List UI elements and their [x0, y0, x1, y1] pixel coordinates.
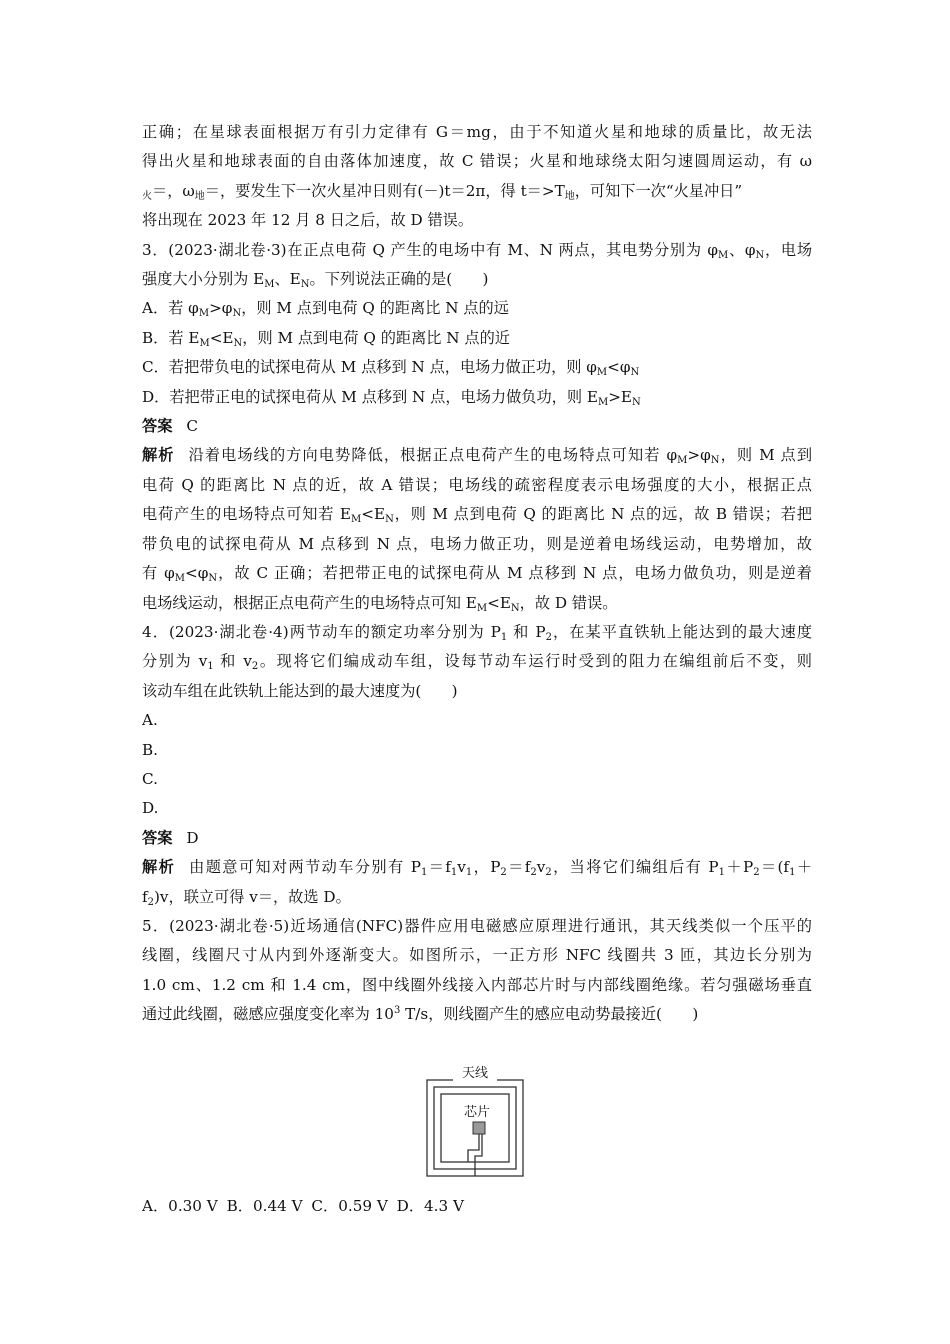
- q4-analysis-line-2: $f_2)v$，联立可得 v＝，故选 D。: [142, 887, 351, 908]
- q4-analysis-line-1: 解析 由题意可知对两节动车分别有 $P_1=f_1v_1$，$P_2=f_2v_2$，当将它们编组后有 $P_1+P_2=(f_1+$: [142, 858, 812, 879]
- q3-analysis-line-2: 电荷 Q 的距离比 N 点的近，故 A 错误；电场线的疏密程度表示电场强度的大小，根据正点: [142, 475, 812, 494]
- q5-stem-line-4: 通过此线圈，磁感应强度变化率为 $10^3$ T/s，则线圈产生的感应电动势最接近( ): [142, 1005, 699, 1024]
- antenna-label: 天线: [461, 1066, 489, 1081]
- q3-answer: 答案 C: [142, 417, 198, 436]
- nfc-coil-figure: [420, 1062, 530, 1180]
- q5-stem-line-3: 1.0 cm、1.2 cm 和 1.4 cm，图中线圈外线接入内部芯片时与内部线圈绝缘。若匀强磁场垂直: [142, 975, 812, 994]
- prev-analysis-line-3: $_火$＝，$\omega_地=$，要发生下一次火星冲日则有(－)t＝2π，得 $t=>T_地$，可知下一次“火星冲日”: [142, 181, 743, 202]
- q3-option-d: D．若把带正电的试探电荷从 M 点移到 N 点，电场力做负功，则 $E_M>E_N$: [142, 387, 641, 408]
- prev-analysis-line-1: 正确；在星球表面根据万有引力定律有 G＝mg，由于不知道火星和地球的质量比，故无法: [142, 123, 812, 141]
- q4-stem-line-2: 分别为 $v_1$ 和 $v_2$。现将它们编成动车组，设每节动车运行时受到的阻力在编组前后不变，则: [142, 652, 812, 673]
- q4-option-b: B.: [142, 740, 158, 759]
- q3-stem-line-2: 强度大小分别为 $E_M$、$E_N$。下列说法正确的是( ): [142, 270, 489, 291]
- q3-analysis-line-5: 有 $\varphi_M<\varphi_N$，故 C 正确；若把带正电的试探电荷从 M 点移到 N 点，电场力做负功，则是逆着: [142, 564, 812, 585]
- prev-analysis-line-2: 得出火星和地球表面的自由落体加速度，故 C 错误；火星和地球绕太阳匀速圆周运动，有 ω: [142, 152, 812, 171]
- q3-analysis-line-3: 电荷产生的电场特点可知若 $E_M<E_N$，则 M 点到电荷 Q 的距离比 N 点的远，故 B 错误；若把: [142, 505, 812, 526]
- q3-stem-line-1: 3．(2023·湖北卷·3)在正点电荷 Q 产生的电场中有 M、N 两点，其电势分别为 $\varphi_M$、$\varphi_N$，电场: [142, 240, 812, 261]
- q4-option-d: D.: [142, 799, 159, 818]
- q4-option-c: C.: [142, 769, 158, 788]
- q4-stem-line-1: 4．(2023·湖北卷·4)两节动车的额定功率分别为 $P_1$ 和 $P_2$，在某平直铁轨上能达到的最大速度: [142, 622, 812, 643]
- q5-option-b: B．0.44 V: [226, 1197, 303, 1215]
- q5-option-a: A．0.30 V: [142, 1197, 218, 1215]
- q4-option-a: A.: [142, 711, 158, 730]
- q3-analysis-line-6: 电场线运动，根据正点电荷产生的电场特点可知 $E_M<E_N$，故 D 错误。: [142, 593, 618, 614]
- q5-option-d: D．4.3 V: [396, 1197, 464, 1215]
- q4-answer: 答案 D: [142, 828, 199, 847]
- q5-stem-line-1: 5．(2023·湖北卷·5)近场通信(NFC)器件应用电磁感应原理进行通讯，其天线类似一个压平的: [142, 916, 812, 935]
- q3-option-a: A．若 $\varphi_M>\varphi_N$，则 M 点到电荷 Q 的距离比 N 点的远: [142, 299, 509, 320]
- q3-option-b: B．若 $E_M<E_N$，则 M 点到电荷 Q 的距离比 N 点的近: [142, 328, 510, 349]
- q3-analysis-line-4: 带负电的试探电荷从 M 点移到 N 点，电场力做正功，则是逆着电场线运动，电势增加，故: [142, 534, 812, 553]
- nfc-coil-diagram: [420, 1062, 530, 1180]
- q3-option-c: C．若把带负电的试探电荷从 M 点移到 N 点，电场力做正功，则 $\varphi_M<\varphi_N$: [142, 358, 640, 379]
- q4-stem-line-3: 该动车组在此铁轨上能达到的最大速度为( ): [142, 681, 458, 700]
- q3-analysis-line-1: 解析 沿着电场线的方向电势降低，根据正点电荷产生的电场特点可知若 $\varphi_M>\varphi_N$，则 M 点到: [142, 446, 812, 467]
- q5-option-c: C．0.59 V: [311, 1197, 388, 1215]
- q5-options: [142, 1192, 468, 1221]
- document-page: [142, 118, 812, 1030]
- chip-square: [473, 1122, 485, 1134]
- chip-lead-inner: [468, 1134, 479, 1162]
- q5-stem-line-2: 线圈，线圈尺寸从内到外逐渐变大。如图所示，一正方形 NFC 线圈共 3 匝，其边长分别为: [142, 946, 812, 965]
- chip-label: 芯片: [463, 1105, 491, 1120]
- prev-analysis-line-4: 将出现在 2023 年 12 月 8 日之后，故 D 错误。: [142, 211, 474, 230]
